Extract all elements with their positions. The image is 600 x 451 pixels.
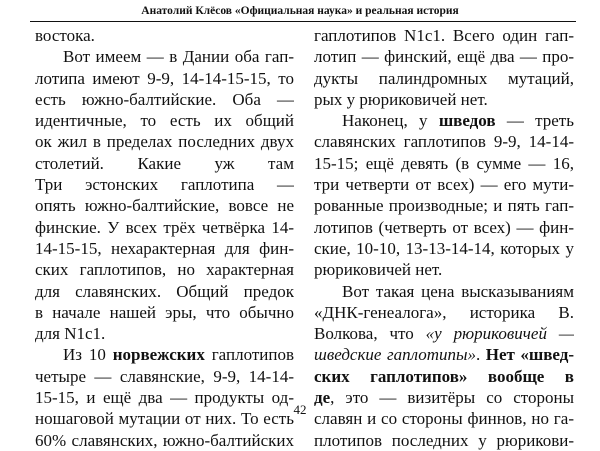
text-run: славянских гаплотипов 9-9, 14-14- xyxy=(314,132,574,152)
left-text-column xyxy=(35,25,294,451)
bold-text: шведов xyxy=(438,111,496,131)
text-line xyxy=(35,281,294,302)
text-line xyxy=(35,68,294,89)
text-run: идентичные, то есть их общий xyxy=(35,111,294,131)
bold-text: Нет «швед- xyxy=(485,345,574,365)
text-run: 14-15-15, нехарактерная для фин- xyxy=(35,238,294,258)
text-run: лотип — финский, ещё два — про- xyxy=(314,47,574,67)
bold-text: ских гаплотипов» вообще в xyxy=(314,366,574,386)
text-run: , это — визитёры со стороны xyxy=(330,388,574,408)
text-line xyxy=(314,46,574,67)
text-line xyxy=(314,259,574,280)
text-line xyxy=(35,46,294,67)
text-run: гаплотипов N1c1. Всего один гап- xyxy=(314,26,574,45)
header-rule xyxy=(30,21,576,22)
text-run: рованные производные; и пять гап- xyxy=(314,196,574,216)
text-line xyxy=(314,217,574,238)
text-run: четыре — славянские, 9-9, 14-14- xyxy=(35,366,294,386)
running-header xyxy=(0,0,600,23)
text-run: — треть xyxy=(495,111,574,131)
text-run: . xyxy=(476,345,486,365)
text-line xyxy=(35,131,294,152)
text-line xyxy=(35,217,294,238)
text-line xyxy=(35,195,294,216)
text-run: Из 10 xyxy=(63,345,113,365)
text-line xyxy=(314,195,574,216)
bold-text: де xyxy=(314,388,331,408)
text-run: Вот такая цена высказываниям xyxy=(342,281,574,301)
text-line xyxy=(35,89,294,110)
text-run: ок жил в пределах последних двух xyxy=(35,132,294,152)
text-run: три четверти от всех) — его мути- xyxy=(314,175,574,195)
text-run: дукты палиндромных мутаций, xyxy=(314,68,574,88)
text-run: 15-15, и ещё два — продукты од- xyxy=(35,388,294,408)
text-run: в начале нашей эры, что обычно xyxy=(35,302,294,322)
text-line xyxy=(35,323,294,344)
text-line xyxy=(35,302,294,323)
text-run: «ДНК-генеалога», историка В. xyxy=(314,302,574,322)
text-line xyxy=(35,153,294,174)
text-run: есть южно-балтийские. Оба — xyxy=(35,89,294,109)
text-line xyxy=(314,344,574,365)
text-run: ских гаплотипов, но характерная xyxy=(35,260,294,280)
text-line xyxy=(314,153,574,174)
text-line xyxy=(35,238,294,259)
text-run: опять южно-балтийские, вовсе не xyxy=(35,196,294,216)
text-run: 15-15; ещё девять (в сумме — 16, xyxy=(314,153,574,173)
text-line xyxy=(314,238,574,259)
text-run: лотипов (четверть от всех) — фин- xyxy=(314,217,574,237)
text-line xyxy=(314,281,574,302)
italic-text: шведские гаплотипы» xyxy=(314,345,477,365)
text-run: плотипов последних у рюрикови- xyxy=(314,430,574,450)
page-number: 42 xyxy=(293,402,307,417)
text-run: финские. У всех трёх четвёрка 14- xyxy=(35,217,294,237)
text-line xyxy=(314,366,574,387)
text-run: для славянских. Общий предок xyxy=(35,281,294,301)
bold-text: норвежских xyxy=(112,345,205,365)
text-line xyxy=(314,302,574,323)
text-line xyxy=(314,25,574,46)
text-run: рюриковичей нет. xyxy=(314,260,443,280)
text-line xyxy=(314,430,574,451)
text-line xyxy=(314,110,574,131)
text-line xyxy=(314,174,574,195)
text-run: гаплотипов xyxy=(204,345,294,365)
text-run: рых у рюриковичей нет. xyxy=(314,89,488,109)
text-line xyxy=(35,366,294,387)
text-run: столетий. Какие уж там xyxy=(35,153,294,173)
text-run: Наконец, у xyxy=(342,111,439,131)
text-run: Волкова, что xyxy=(314,324,426,344)
text-run: Вот имеем — в Дании оба гап- xyxy=(63,47,294,67)
text-run: ношаговой мутации от них. То есть xyxy=(35,409,294,429)
text-line xyxy=(35,25,294,46)
right-text-column xyxy=(314,25,574,451)
text-line xyxy=(35,344,294,365)
text-run: 60% славянских, южно-балтийских xyxy=(35,430,294,450)
text-run: лотипа имеют 9-9, 14-14-15-15, то xyxy=(35,68,294,88)
text-run: востока. xyxy=(35,26,95,45)
running-header-title: Анатолий Клёсов «Официальная наука» и реальная история xyxy=(141,5,459,17)
text-run: славян и со стороны финнов, но га- xyxy=(314,409,574,429)
text-line xyxy=(35,430,294,451)
text-line xyxy=(314,68,574,89)
text-line xyxy=(35,174,294,195)
text-line xyxy=(314,131,574,152)
text-line xyxy=(314,323,574,344)
text-run: для N1c1. xyxy=(35,324,106,344)
text-run: Три эстонских гаплотипа — xyxy=(35,175,294,195)
text-line xyxy=(35,259,294,280)
italic-text: «у рюриковичей — xyxy=(425,324,574,344)
text-run: ские, 10-10, 13-13-14-14, которых у xyxy=(314,238,574,258)
text-line xyxy=(314,89,574,110)
text-line xyxy=(35,110,294,131)
